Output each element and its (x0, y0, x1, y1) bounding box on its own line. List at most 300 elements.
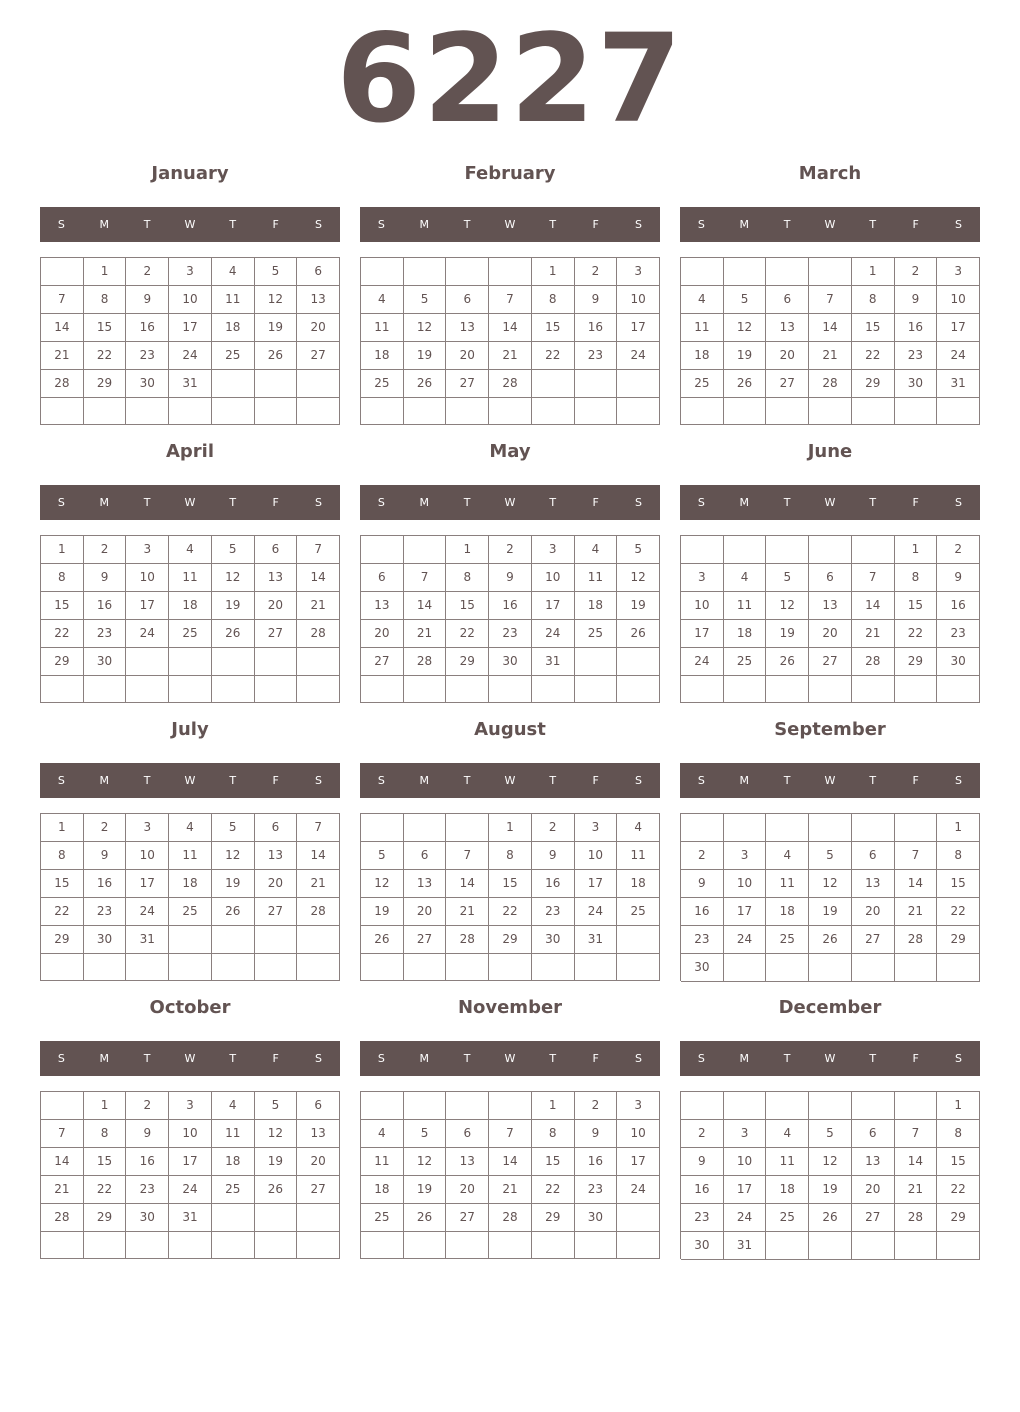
day-cell[interactable]: 23 (84, 898, 127, 926)
day-cell[interactable]: 2 (126, 1092, 169, 1120)
day-cell[interactable]: 16 (489, 592, 532, 620)
day-cell[interactable]: 15 (84, 1148, 127, 1176)
day-cell[interactable]: 15 (532, 314, 575, 342)
day-cell[interactable]: 14 (404, 592, 447, 620)
day-cell[interactable]: 10 (532, 564, 575, 592)
day-cell[interactable]: 12 (617, 564, 660, 592)
day-cell[interactable]: 5 (724, 286, 767, 314)
day-cell[interactable]: 11 (361, 1148, 404, 1176)
day-cell[interactable]: 10 (617, 286, 660, 314)
day-cell[interactable]: 10 (681, 592, 724, 620)
day-cell[interactable]: 2 (84, 536, 127, 564)
day-cell[interactable]: 19 (766, 620, 809, 648)
day-cell[interactable]: 2 (84, 814, 127, 842)
day-cell[interactable]: 19 (212, 870, 255, 898)
day-cell[interactable]: 5 (212, 536, 255, 564)
day-cell[interactable]: 5 (766, 564, 809, 592)
day-cell[interactable]: 10 (575, 842, 618, 870)
day-cell[interactable]: 17 (169, 1148, 212, 1176)
day-cell[interactable]: 9 (84, 564, 127, 592)
day-cell[interactable]: 26 (404, 1204, 447, 1232)
day-cell[interactable]: 8 (84, 286, 127, 314)
day-cell[interactable]: 20 (852, 1176, 895, 1204)
day-cell[interactable]: 13 (446, 314, 489, 342)
day-cell[interactable]: 15 (41, 592, 84, 620)
day-cell[interactable]: 22 (446, 620, 489, 648)
day-cell[interactable]: 13 (766, 314, 809, 342)
day-cell[interactable]: 22 (532, 1176, 575, 1204)
day-cell[interactable]: 26 (809, 926, 852, 954)
day-cell[interactable]: 31 (937, 370, 980, 398)
day-cell[interactable]: 26 (809, 1204, 852, 1232)
day-cell[interactable]: 21 (446, 898, 489, 926)
day-cell[interactable]: 28 (489, 370, 532, 398)
day-cell[interactable]: 3 (937, 258, 980, 286)
day-cell[interactable]: 5 (404, 286, 447, 314)
day-cell[interactable]: 5 (617, 536, 660, 564)
day-cell[interactable]: 12 (212, 564, 255, 592)
day-cell[interactable]: 28 (297, 620, 340, 648)
day-cell[interactable]: 11 (575, 564, 618, 592)
day-cell[interactable]: 11 (169, 564, 212, 592)
day-cell[interactable]: 4 (724, 564, 767, 592)
day-cell[interactable]: 27 (446, 1204, 489, 1232)
day-cell[interactable]: 24 (126, 620, 169, 648)
day-cell[interactable]: 2 (937, 536, 980, 564)
day-cell[interactable]: 22 (84, 342, 127, 370)
day-cell[interactable]: 30 (489, 648, 532, 676)
day-cell[interactable]: 17 (617, 314, 660, 342)
day-cell[interactable]: 15 (852, 314, 895, 342)
day-cell[interactable]: 26 (212, 898, 255, 926)
day-cell[interactable]: 16 (681, 1176, 724, 1204)
day-cell[interactable]: 1 (852, 258, 895, 286)
day-cell[interactable]: 28 (809, 370, 852, 398)
day-cell[interactable]: 12 (255, 1120, 298, 1148)
day-cell[interactable]: 1 (84, 1092, 127, 1120)
day-cell[interactable]: 5 (255, 1092, 298, 1120)
day-cell[interactable]: 15 (84, 314, 127, 342)
day-cell[interactable]: 17 (126, 870, 169, 898)
day-cell[interactable]: 25 (766, 926, 809, 954)
day-cell[interactable]: 6 (852, 842, 895, 870)
day-cell[interactable]: 10 (724, 1148, 767, 1176)
day-cell[interactable]: 2 (489, 536, 532, 564)
day-cell[interactable]: 22 (41, 898, 84, 926)
day-cell[interactable]: 2 (681, 1120, 724, 1148)
day-cell[interactable]: 3 (724, 1120, 767, 1148)
day-cell[interactable]: 29 (895, 648, 938, 676)
day-cell[interactable]: 3 (126, 536, 169, 564)
day-cell[interactable]: 14 (895, 1148, 938, 1176)
day-cell[interactable]: 24 (681, 648, 724, 676)
day-cell[interactable]: 30 (681, 954, 724, 982)
day-cell[interactable]: 15 (937, 1148, 980, 1176)
day-cell[interactable]: 24 (126, 898, 169, 926)
day-cell[interactable]: 20 (852, 898, 895, 926)
day-cell[interactable]: 10 (126, 564, 169, 592)
day-cell[interactable]: 15 (937, 870, 980, 898)
day-cell[interactable]: 9 (937, 564, 980, 592)
day-cell[interactable]: 7 (895, 842, 938, 870)
day-cell[interactable]: 3 (724, 842, 767, 870)
day-cell[interactable]: 7 (297, 814, 340, 842)
day-cell[interactable]: 22 (41, 620, 84, 648)
day-cell[interactable]: 20 (297, 1148, 340, 1176)
day-cell[interactable]: 25 (724, 648, 767, 676)
day-cell[interactable]: 16 (126, 1148, 169, 1176)
day-cell[interactable]: 9 (681, 870, 724, 898)
day-cell[interactable]: 20 (404, 898, 447, 926)
day-cell[interactable]: 25 (212, 1176, 255, 1204)
day-cell[interactable]: 17 (126, 592, 169, 620)
day-cell[interactable]: 8 (489, 842, 532, 870)
day-cell[interactable]: 4 (575, 536, 618, 564)
day-cell[interactable]: 14 (446, 870, 489, 898)
day-cell[interactable]: 29 (852, 370, 895, 398)
day-cell[interactable]: 1 (532, 258, 575, 286)
day-cell[interactable]: 24 (617, 1176, 660, 1204)
day-cell[interactable]: 4 (212, 258, 255, 286)
day-cell[interactable]: 4 (361, 286, 404, 314)
day-cell[interactable]: 29 (937, 926, 980, 954)
day-cell[interactable]: 10 (724, 870, 767, 898)
day-cell[interactable]: 4 (212, 1092, 255, 1120)
day-cell[interactable]: 21 (895, 1176, 938, 1204)
day-cell[interactable]: 15 (489, 870, 532, 898)
day-cell[interactable]: 9 (895, 286, 938, 314)
day-cell[interactable]: 17 (169, 314, 212, 342)
day-cell[interactable]: 12 (212, 842, 255, 870)
day-cell[interactable]: 14 (41, 1148, 84, 1176)
day-cell[interactable]: 21 (852, 620, 895, 648)
day-cell[interactable]: 29 (489, 926, 532, 954)
day-cell[interactable]: 30 (126, 1204, 169, 1232)
day-cell[interactable]: 13 (297, 286, 340, 314)
day-cell[interactable]: 30 (575, 1204, 618, 1232)
day-cell[interactable]: 31 (169, 1204, 212, 1232)
day-cell[interactable]: 17 (681, 620, 724, 648)
day-cell[interactable]: 24 (575, 898, 618, 926)
day-cell[interactable]: 1 (446, 536, 489, 564)
day-cell[interactable]: 19 (404, 1176, 447, 1204)
day-cell[interactable]: 4 (361, 1120, 404, 1148)
day-cell[interactable]: 26 (724, 370, 767, 398)
day-cell[interactable]: 25 (361, 1204, 404, 1232)
day-cell[interactable]: 8 (937, 1120, 980, 1148)
day-cell[interactable]: 27 (766, 370, 809, 398)
day-cell[interactable]: 8 (937, 842, 980, 870)
day-cell[interactable]: 3 (681, 564, 724, 592)
day-cell[interactable]: 19 (361, 898, 404, 926)
day-cell[interactable]: 7 (297, 536, 340, 564)
day-cell[interactable]: 28 (446, 926, 489, 954)
day-cell[interactable]: 19 (255, 314, 298, 342)
day-cell[interactable]: 30 (126, 370, 169, 398)
day-cell[interactable]: 8 (532, 1120, 575, 1148)
day-cell[interactable]: 7 (852, 564, 895, 592)
day-cell[interactable]: 2 (126, 258, 169, 286)
day-cell[interactable]: 8 (895, 564, 938, 592)
day-cell[interactable]: 14 (297, 564, 340, 592)
day-cell[interactable]: 14 (809, 314, 852, 342)
day-cell[interactable]: 18 (361, 1176, 404, 1204)
day-cell[interactable]: 28 (895, 1204, 938, 1232)
day-cell[interactable]: 1 (41, 536, 84, 564)
day-cell[interactable]: 24 (617, 342, 660, 370)
day-cell[interactable]: 20 (255, 870, 298, 898)
day-cell[interactable]: 27 (404, 926, 447, 954)
day-cell[interactable]: 29 (41, 926, 84, 954)
day-cell[interactable]: 5 (404, 1120, 447, 1148)
day-cell[interactable]: 2 (681, 842, 724, 870)
day-cell[interactable]: 3 (617, 258, 660, 286)
day-cell[interactable]: 18 (212, 314, 255, 342)
day-cell[interactable]: 31 (126, 926, 169, 954)
day-cell[interactable]: 1 (937, 814, 980, 842)
day-cell[interactable]: 25 (681, 370, 724, 398)
day-cell[interactable]: 24 (724, 926, 767, 954)
day-cell[interactable]: 20 (446, 1176, 489, 1204)
day-cell[interactable]: 24 (724, 1204, 767, 1232)
day-cell[interactable]: 20 (809, 620, 852, 648)
day-cell[interactable]: 23 (681, 1204, 724, 1232)
day-cell[interactable]: 31 (724, 1232, 767, 1260)
day-cell[interactable]: 16 (575, 314, 618, 342)
day-cell[interactable]: 7 (489, 286, 532, 314)
day-cell[interactable]: 17 (575, 870, 618, 898)
day-cell[interactable]: 22 (84, 1176, 127, 1204)
day-cell[interactable]: 6 (255, 814, 298, 842)
day-cell[interactable]: 19 (809, 1176, 852, 1204)
day-cell[interactable]: 18 (681, 342, 724, 370)
day-cell[interactable]: 29 (937, 1204, 980, 1232)
day-cell[interactable]: 11 (617, 842, 660, 870)
day-cell[interactable]: 7 (446, 842, 489, 870)
day-cell[interactable]: 28 (41, 1204, 84, 1232)
day-cell[interactable]: 25 (575, 620, 618, 648)
day-cell[interactable]: 1 (489, 814, 532, 842)
day-cell[interactable]: 22 (895, 620, 938, 648)
day-cell[interactable]: 9 (575, 286, 618, 314)
day-cell[interactable]: 31 (169, 370, 212, 398)
day-cell[interactable]: 21 (41, 342, 84, 370)
day-cell[interactable]: 2 (575, 1092, 618, 1120)
day-cell[interactable]: 7 (404, 564, 447, 592)
day-cell[interactable]: 10 (937, 286, 980, 314)
day-cell[interactable]: 29 (532, 1204, 575, 1232)
day-cell[interactable]: 8 (852, 286, 895, 314)
day-cell[interactable]: 28 (852, 648, 895, 676)
day-cell[interactable]: 21 (404, 620, 447, 648)
day-cell[interactable]: 17 (724, 898, 767, 926)
day-cell[interactable]: 26 (766, 648, 809, 676)
day-cell[interactable]: 28 (297, 898, 340, 926)
day-cell[interactable]: 26 (361, 926, 404, 954)
day-cell[interactable]: 30 (84, 926, 127, 954)
day-cell[interactable]: 9 (84, 842, 127, 870)
day-cell[interactable]: 3 (169, 258, 212, 286)
day-cell[interactable]: 6 (809, 564, 852, 592)
day-cell[interactable]: 18 (169, 870, 212, 898)
day-cell[interactable]: 25 (169, 620, 212, 648)
day-cell[interactable]: 7 (895, 1120, 938, 1148)
day-cell[interactable]: 13 (852, 870, 895, 898)
day-cell[interactable]: 12 (255, 286, 298, 314)
day-cell[interactable]: 21 (41, 1176, 84, 1204)
day-cell[interactable]: 28 (41, 370, 84, 398)
day-cell[interactable]: 15 (532, 1148, 575, 1176)
day-cell[interactable]: 26 (617, 620, 660, 648)
day-cell[interactable]: 23 (84, 620, 127, 648)
day-cell[interactable]: 25 (766, 1204, 809, 1232)
day-cell[interactable]: 4 (169, 814, 212, 842)
day-cell[interactable]: 2 (532, 814, 575, 842)
day-cell[interactable]: 18 (361, 342, 404, 370)
day-cell[interactable]: 16 (937, 592, 980, 620)
day-cell[interactable]: 12 (404, 1148, 447, 1176)
day-cell[interactable]: 5 (809, 842, 852, 870)
day-cell[interactable]: 7 (41, 1120, 84, 1148)
day-cell[interactable]: 21 (297, 592, 340, 620)
day-cell[interactable]: 9 (489, 564, 532, 592)
day-cell[interactable]: 4 (169, 536, 212, 564)
day-cell[interactable]: 31 (532, 648, 575, 676)
day-cell[interactable]: 6 (255, 536, 298, 564)
day-cell[interactable]: 1 (532, 1092, 575, 1120)
day-cell[interactable]: 18 (617, 870, 660, 898)
day-cell[interactable]: 27 (852, 926, 895, 954)
day-cell[interactable]: 16 (895, 314, 938, 342)
day-cell[interactable]: 11 (212, 286, 255, 314)
day-cell[interactable]: 30 (895, 370, 938, 398)
day-cell[interactable]: 30 (681, 1232, 724, 1260)
day-cell[interactable]: 9 (126, 1120, 169, 1148)
day-cell[interactable]: 5 (255, 258, 298, 286)
day-cell[interactable]: 25 (169, 898, 212, 926)
day-cell[interactable]: 6 (446, 286, 489, 314)
day-cell[interactable]: 12 (404, 314, 447, 342)
day-cell[interactable]: 4 (681, 286, 724, 314)
day-cell[interactable]: 20 (297, 314, 340, 342)
day-cell[interactable]: 13 (255, 842, 298, 870)
day-cell[interactable]: 15 (895, 592, 938, 620)
day-cell[interactable]: 28 (895, 926, 938, 954)
day-cell[interactable]: 4 (617, 814, 660, 842)
day-cell[interactable]: 21 (809, 342, 852, 370)
day-cell[interactable]: 4 (766, 1120, 809, 1148)
day-cell[interactable]: 12 (809, 1148, 852, 1176)
day-cell[interactable]: 23 (575, 1176, 618, 1204)
day-cell[interactable]: 4 (766, 842, 809, 870)
day-cell[interactable]: 2 (575, 258, 618, 286)
day-cell[interactable]: 20 (446, 342, 489, 370)
day-cell[interactable]: 26 (255, 1176, 298, 1204)
day-cell[interactable]: 18 (575, 592, 618, 620)
day-cell[interactable]: 3 (532, 536, 575, 564)
day-cell[interactable]: 20 (255, 592, 298, 620)
day-cell[interactable]: 6 (852, 1120, 895, 1148)
day-cell[interactable]: 21 (297, 870, 340, 898)
day-cell[interactable]: 19 (404, 342, 447, 370)
day-cell[interactable]: 27 (446, 370, 489, 398)
day-cell[interactable]: 12 (766, 592, 809, 620)
day-cell[interactable]: 15 (446, 592, 489, 620)
day-cell[interactable]: 3 (617, 1092, 660, 1120)
day-cell[interactable]: 1 (84, 258, 127, 286)
day-cell[interactable]: 24 (169, 342, 212, 370)
day-cell[interactable]: 8 (41, 842, 84, 870)
day-cell[interactable]: 14 (489, 314, 532, 342)
day-cell[interactable]: 27 (361, 648, 404, 676)
day-cell[interactable]: 25 (361, 370, 404, 398)
day-cell[interactable]: 27 (852, 1204, 895, 1232)
day-cell[interactable]: 3 (575, 814, 618, 842)
day-cell[interactable]: 11 (766, 870, 809, 898)
day-cell[interactable]: 10 (169, 1120, 212, 1148)
day-cell[interactable]: 9 (126, 286, 169, 314)
day-cell[interactable]: 16 (126, 314, 169, 342)
day-cell[interactable]: 11 (361, 314, 404, 342)
day-cell[interactable]: 3 (169, 1092, 212, 1120)
day-cell[interactable]: 24 (937, 342, 980, 370)
day-cell[interactable]: 20 (361, 620, 404, 648)
day-cell[interactable]: 21 (489, 342, 532, 370)
day-cell[interactable]: 26 (404, 370, 447, 398)
day-cell[interactable]: 8 (84, 1120, 127, 1148)
day-cell[interactable]: 13 (361, 592, 404, 620)
day-cell[interactable]: 12 (809, 870, 852, 898)
day-cell[interactable]: 19 (212, 592, 255, 620)
day-cell[interactable]: 18 (724, 620, 767, 648)
day-cell[interactable]: 29 (84, 1204, 127, 1232)
day-cell[interactable]: 30 (84, 648, 127, 676)
day-cell[interactable]: 27 (297, 1176, 340, 1204)
day-cell[interactable]: 7 (41, 286, 84, 314)
day-cell[interactable]: 24 (532, 620, 575, 648)
day-cell[interactable]: 21 (895, 898, 938, 926)
day-cell[interactable]: 30 (532, 926, 575, 954)
day-cell[interactable]: 2 (895, 258, 938, 286)
day-cell[interactable]: 14 (41, 314, 84, 342)
day-cell[interactable]: 13 (852, 1148, 895, 1176)
day-cell[interactable]: 7 (489, 1120, 532, 1148)
day-cell[interactable]: 23 (575, 342, 618, 370)
day-cell[interactable]: 6 (766, 286, 809, 314)
day-cell[interactable]: 5 (809, 1120, 852, 1148)
day-cell[interactable]: 23 (532, 898, 575, 926)
day-cell[interactable]: 23 (895, 342, 938, 370)
day-cell[interactable]: 31 (575, 926, 618, 954)
day-cell[interactable]: 28 (404, 648, 447, 676)
day-cell[interactable]: 26 (212, 620, 255, 648)
day-cell[interactable]: 6 (446, 1120, 489, 1148)
day-cell[interactable]: 22 (532, 342, 575, 370)
day-cell[interactable]: 25 (617, 898, 660, 926)
day-cell[interactable]: 26 (255, 342, 298, 370)
day-cell[interactable]: 19 (724, 342, 767, 370)
day-cell[interactable]: 6 (297, 258, 340, 286)
day-cell[interactable]: 8 (41, 564, 84, 592)
day-cell[interactable]: 20 (766, 342, 809, 370)
day-cell[interactable]: 11 (169, 842, 212, 870)
day-cell[interactable]: 1 (41, 814, 84, 842)
day-cell[interactable]: 10 (126, 842, 169, 870)
day-cell[interactable]: 5 (361, 842, 404, 870)
day-cell[interactable]: 16 (681, 898, 724, 926)
day-cell[interactable]: 11 (681, 314, 724, 342)
day-cell[interactable]: 19 (617, 592, 660, 620)
